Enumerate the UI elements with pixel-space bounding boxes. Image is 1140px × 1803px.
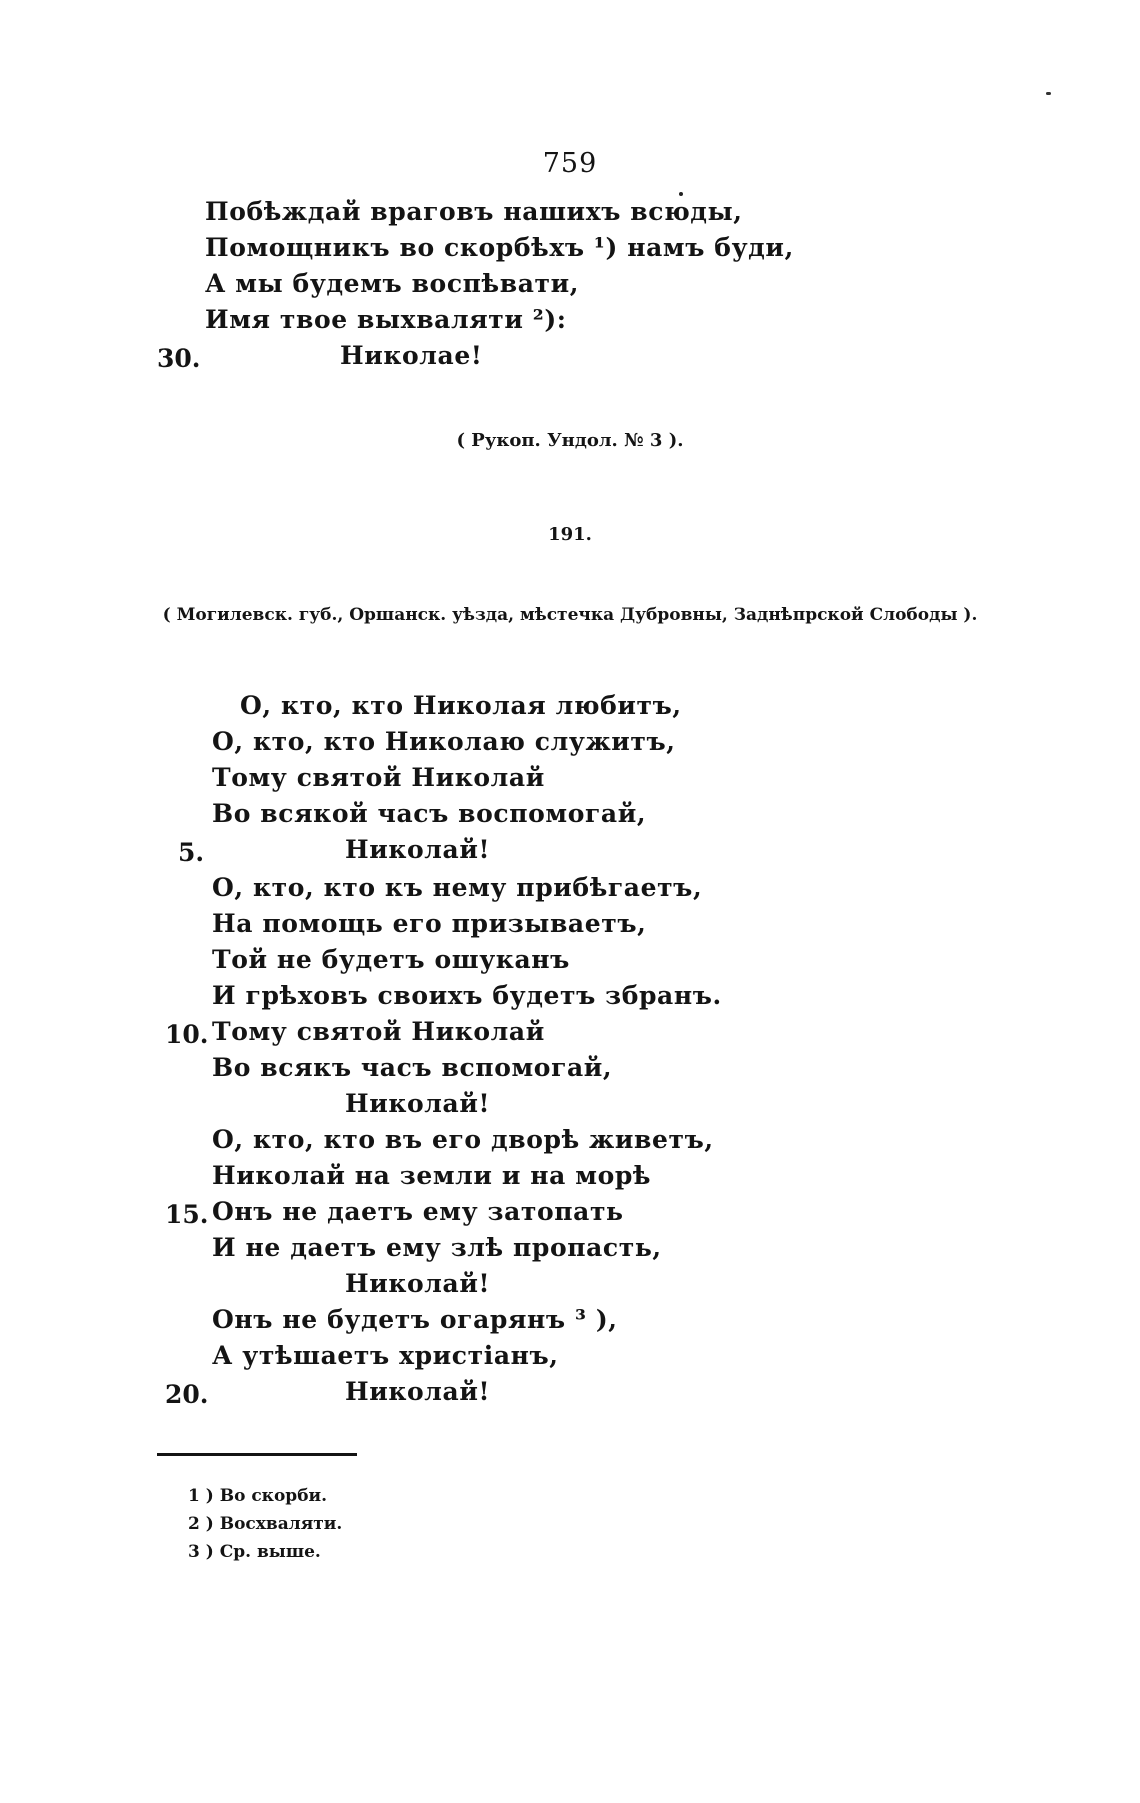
verse-line: Во всякъ часъ вспомогай, <box>212 1053 613 1082</box>
line-number: 15. <box>165 1200 209 1229</box>
top-verse-line: Имя твое выхваляти ²): <box>205 305 567 334</box>
line-number: 30. <box>157 344 201 373</box>
song-number: 191. <box>548 524 592 545</box>
verse-line: О, кто, кто къ нему прибѣгаетъ, <box>212 873 703 902</box>
verse-line: И грѣховъ своихъ будетъ збранъ. <box>212 981 722 1010</box>
verse-line: И не даетъ ему злѣ пропасть, <box>212 1233 662 1262</box>
source-note: ( Рукоп. Ундол. № 3 ). <box>456 430 684 451</box>
top-verse-refrain: Николае! <box>340 341 483 370</box>
footnote: 3 ) Ср. выше. <box>188 1542 321 1562</box>
verse-refrain: Николай! <box>345 1377 491 1406</box>
page-number: 759 <box>542 148 598 179</box>
line-number: 5. <box>178 838 205 867</box>
verse-line: На помощь его призываетъ, <box>212 909 647 938</box>
top-verse-line: Побѣждай враговъ нашихъ всюды, <box>205 197 743 226</box>
verse-line: О, кто, кто Николая любитъ, <box>240 691 682 720</box>
verse-line: А утѣшаетъ христіанъ, <box>212 1341 559 1370</box>
verse-line: О, кто, кто въ его дворѣ живетъ, <box>212 1125 714 1154</box>
verse-line: Во всякой часъ воспомогай, <box>212 799 647 828</box>
top-verse-line: Помощникъ во скорбѣхъ ¹) намъ буди, <box>205 233 794 262</box>
verse-refrain: Николай! <box>345 1269 491 1298</box>
verse-line: Тому святой Николай <box>212 763 545 792</box>
verse-line: О, кто, кто Николаю служитъ, <box>212 727 676 756</box>
verse-line: Тому святой Николай <box>212 1017 545 1046</box>
verse-line: Онъ не даетъ ему затопать <box>212 1197 624 1226</box>
verse-refrain: Николай! <box>345 835 491 864</box>
footnote-divider <box>157 1453 357 1456</box>
verse-line: Той не будетъ ошуканъ <box>212 945 570 974</box>
location-note: ( Могилевск. губ., Оршанск. уѣзда, мѣстечка Дубровны, Заднѣпрской Слободы ). <box>162 605 978 625</box>
footnote: 1 ) Во скорби. <box>188 1486 328 1506</box>
scan-speck <box>1046 92 1051 95</box>
top-verse-line: А мы будемъ воспѣвати, <box>205 269 580 298</box>
verse-refrain: Николай! <box>345 1089 491 1118</box>
line-number: 20. <box>165 1380 209 1409</box>
verse-line: Онъ не будетъ огарянъ ³ ), <box>212 1305 618 1334</box>
line-number: 10. <box>165 1020 209 1049</box>
footnote: 2 ) Восхваляти. <box>188 1514 343 1534</box>
verse-line: Николай на земли и на морѣ <box>212 1161 652 1190</box>
